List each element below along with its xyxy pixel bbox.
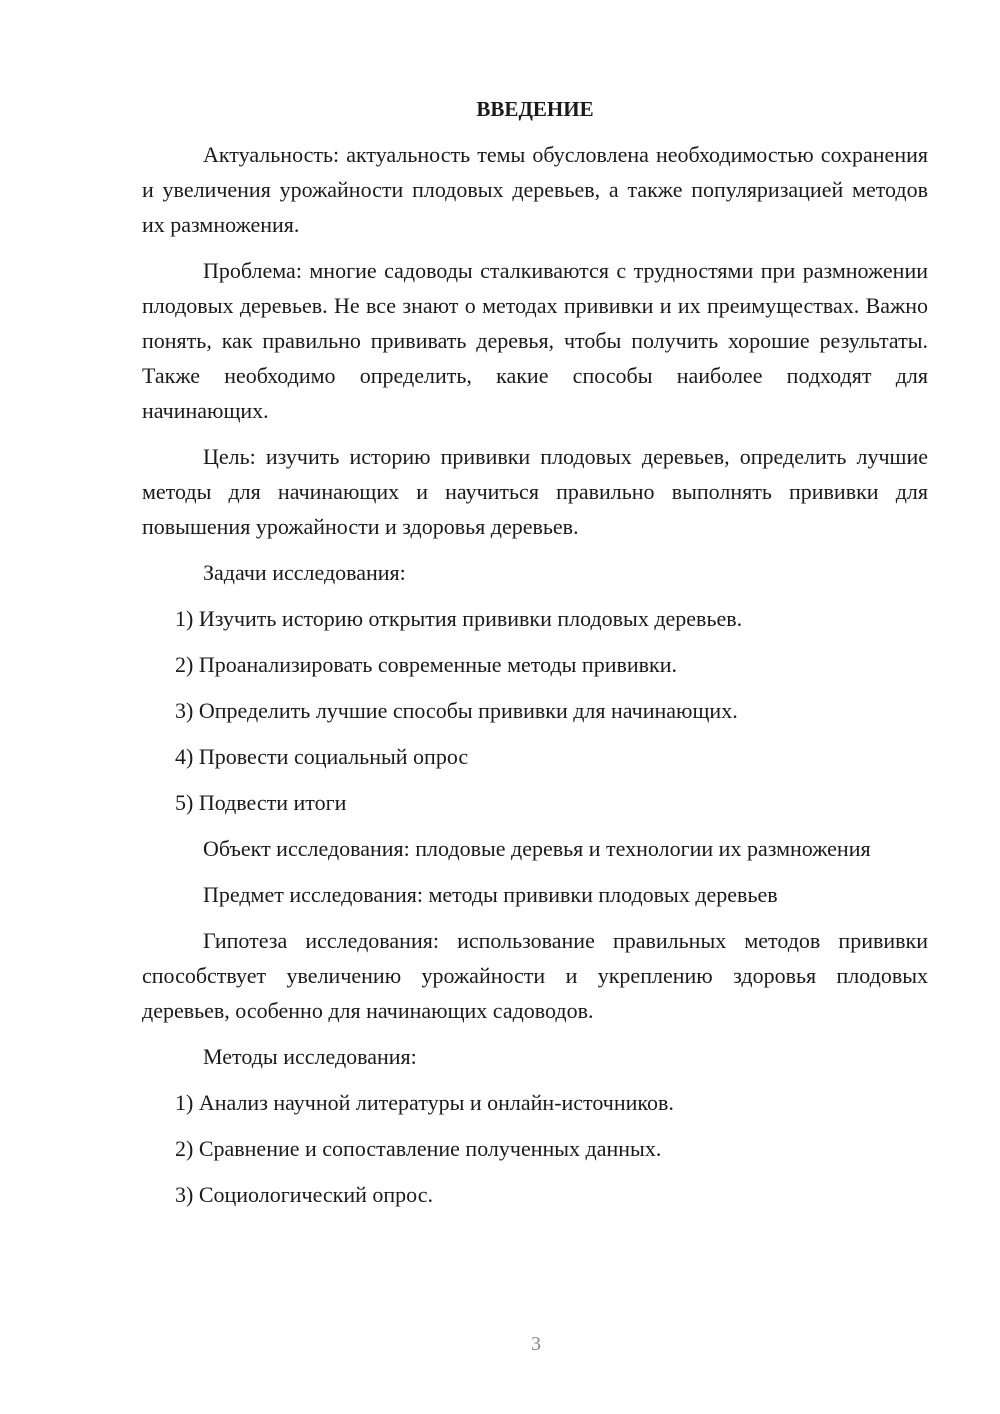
goal-paragraph: Цель: изучить историю прививки плодовых деревьев, определить лучшие методы для начинающих и научиться правильно выполнять прививки для повышения урожайности и здоровья деревьев.: [142, 444, 928, 539]
relevance-paragraph: Актуальность: актуальность темы обусловлена необходимостью сохранения и увеличения урожайности плодовых деревьев, а также популяризацией методов их размножения.: [142, 142, 928, 237]
method-item: 1) Анализ научной литературы и онлайн-источников.: [175, 1090, 674, 1115]
page-title: ВВЕДЕНИЕ: [476, 97, 594, 121]
task-item: 5) Подвести итоги: [175, 790, 347, 815]
page-number: 3: [531, 1333, 541, 1355]
object-paragraph: Объект исследования: плодовые деревья и технологии их размножения: [203, 836, 871, 861]
tasks-heading: Задачи исследования:: [203, 560, 406, 585]
method-item: 3) Социологический опрос.: [175, 1182, 433, 1207]
methods-heading: Методы исследования:: [203, 1044, 417, 1069]
problem-paragraph: Проблема: многие садоводы сталкиваются с трудностями при размножении плодовых деревьев. Не все знают о методах прививки и их преимуществах. Важно понять, как правильно прививать деревья, чтобы получить хорошие результаты. Также необходимо определить, какие способы наиболее подходят для начинающих.: [142, 258, 928, 423]
subject-paragraph: Предмет исследования: методы прививки плодовых деревьев: [203, 882, 778, 907]
page-content: [142, 92, 928, 1223]
task-item: 2) Проанализировать современные методы прививки.: [175, 652, 677, 677]
task-item: 4) Провести социальный опрос: [175, 744, 469, 769]
hypothesis-paragraph: Гипотеза исследования: использование правильных методов прививки способствует увеличению урожайности и укреплению здоровья плодовых деревьев, особенно для начинающих садоводов.: [142, 928, 928, 1023]
task-item: 1) Изучить историю открытия прививки плодовых деревьев.: [175, 606, 743, 631]
method-item: 2) Сравнение и сопоставление полученных данных.: [175, 1136, 662, 1161]
task-item: 3) Определить лучшие способы прививки для начинающих.: [175, 698, 738, 723]
